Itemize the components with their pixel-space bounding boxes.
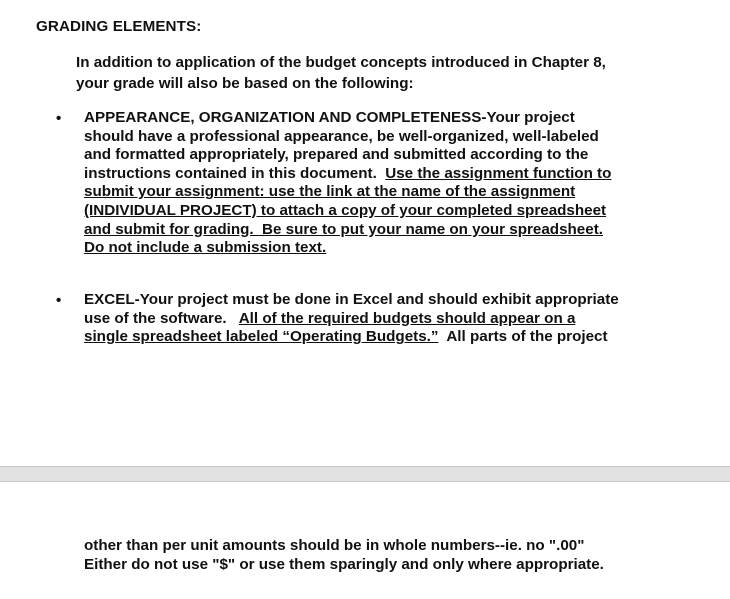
item-text: APPEARANCE, ORGANIZATION AND COMPLETENESS-Your project [84,109,575,126]
underlined-instruction: All of the required budgets should appear on a [238,309,576,327]
item-text: and formatted appropriately, prepared and submitted according to the [84,146,589,164]
intro-line: your grade will also be based on the following: [76,75,414,92]
item-text: should have a professional appearance, be well-organized, well-labeled [84,127,599,145]
list-item-excel [84,291,684,347]
section-heading: GRADING ELEMENTS: [36,18,202,35]
item-text: EXCEL-Your project must be done in Excel and should exhibit appropriate [84,291,619,308]
list-item-appearance [84,109,684,258]
underlined-instruction: and submit for grading. Be sure to put your name on your spreadsheet. [84,220,603,238]
continuation-paragraph [84,536,704,574]
item-text-line [84,165,684,184]
underlined-instruction: Do not include a submission text. [84,239,327,257]
item-text: other than per unit amounts should be in whole numbers--ie. no ".00" [84,537,585,554]
item-text: instructions contained in this document. [84,164,386,182]
underlined-instruction: submit your assignment: use the link at the name of the assignment [84,183,576,201]
item-text-line [84,310,684,329]
underlined-instruction: (INDIVIDUAL PROJECT) to attach a copy of your completed spreadsheet [84,201,607,219]
underlined-instruction: single spreadsheet labeled “Operating Budgets.” [84,328,439,346]
item-text: All parts of the project [438,328,608,346]
bullet-icon: • [56,292,62,309]
underlined-instruction: Use the assignment function to [385,164,612,182]
item-text: Either do not use "$" or use them sparingly and only where appropriate. [84,556,604,573]
intro-line: In addition to application of the budget concepts introduced in Chapter 8, [76,54,606,71]
intro-paragraph [76,52,676,94]
bullet-icon: • [56,110,62,127]
page-break-divider [0,466,730,482]
item-text: use of the software. [84,309,239,327]
item-text-line [84,328,684,347]
